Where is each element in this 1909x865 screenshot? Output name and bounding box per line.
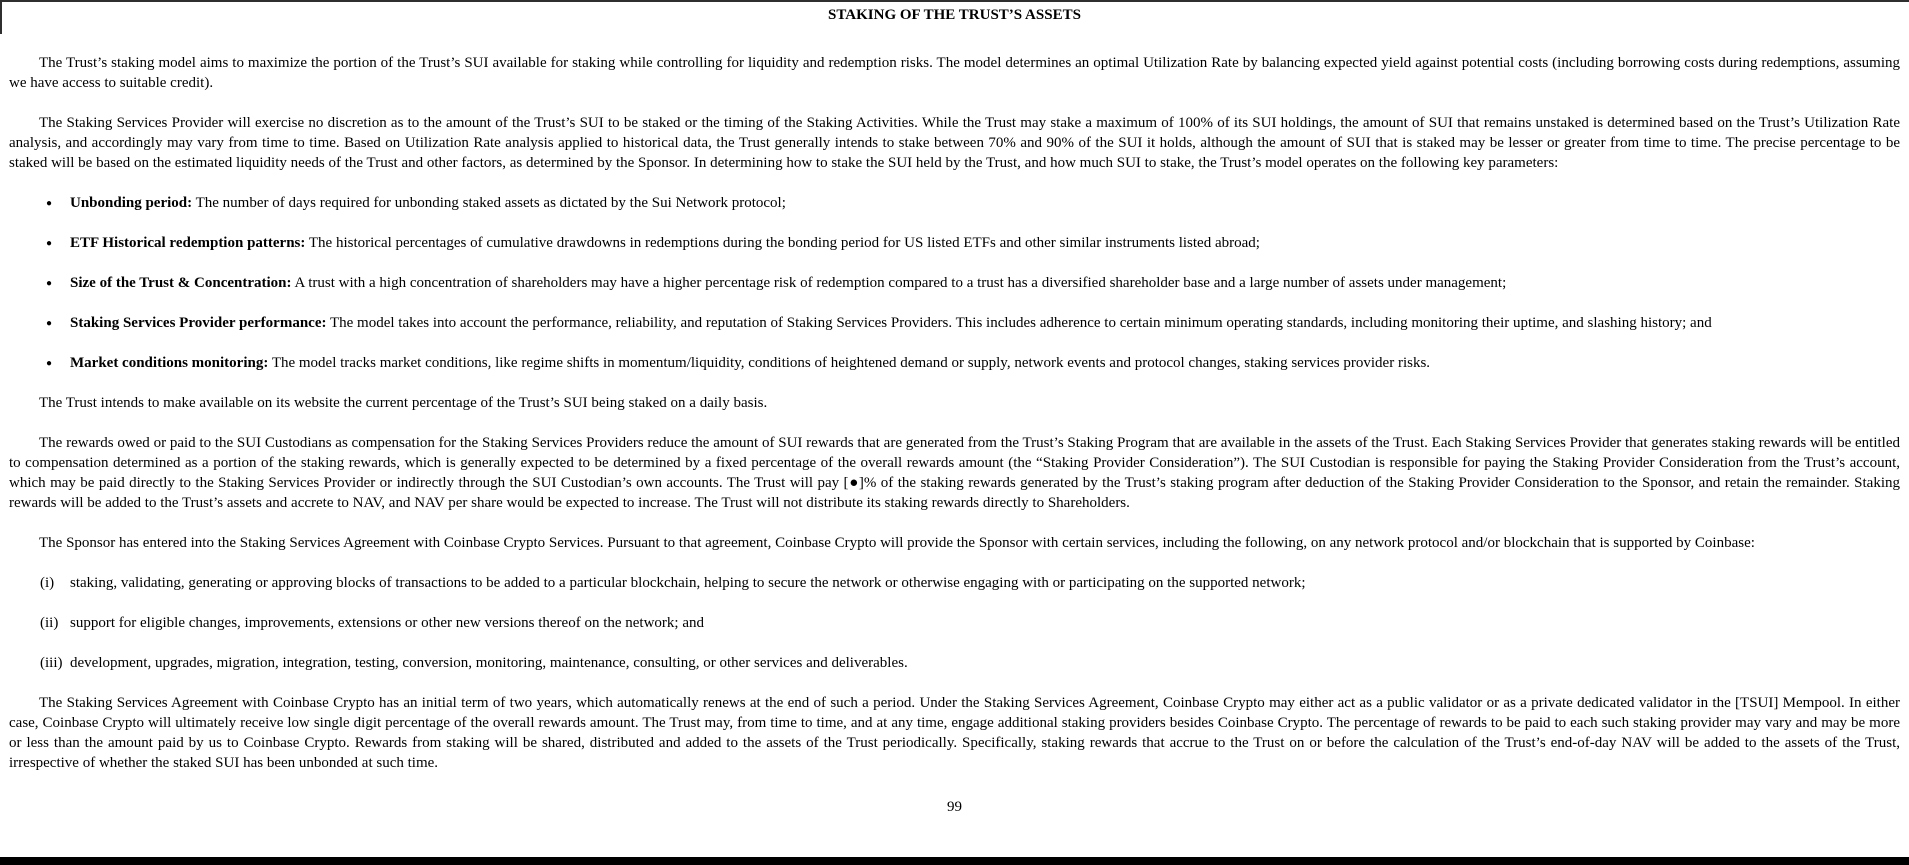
paragraph-agreement-term: The Staking Services Agreement with Coinbase Crypto has an initial term of two years, which automatically renews at the end of such a period. Under the Staking Services Agreement, Coinbase Crypto may either act as a public validator or as a private dedicated validator in the [TSUI] Mempool. In either case, Coinbase Crypto will ultimately receive low single digit percentage of the overall rewards amount. The Trust may, from time to time, and at any time, engage additional staking providers besides Coinbase Crypto. The percentage of rewards to be paid to each such staking provider may vary and may be more or less than the amount paid by us to Coinbase Crypto. Rewards from staking will be shared, distributed and added to the assets of the Trust periodically. Specifically, staking rewards that accrue to the Trust on or before the calculation of the Trust’s end-of-day NAV will be added to the assets of the Trust, irrespective of whether the staked SUI has been unbonded at such time. <box>9 695 1900 771</box>
bullet-label: Unbonding period: <box>70 195 193 211</box>
paragraph-website-disclosure: The Trust intends to make available on its website the current percentage of the Trust’s SUI being staked on a daily basis. <box>39 395 768 411</box>
list-item-development-services <box>9 653 1900 673</box>
bottom-edge-bar <box>0 857 1909 865</box>
bullet-item-market-conditions <box>9 353 1900 373</box>
bullet-text: The model tracks market conditions, like regime shifts in momentum/liquidity, conditions of heightened demand or supply, network events and protocol changes, staking services provider risks. <box>271 355 1431 371</box>
page-title: STAKING OF THE TRUST’S ASSETS <box>828 7 1081 23</box>
bullet-label: Size of the Trust & Concentration: <box>70 275 292 291</box>
list-item-staking-validating <box>9 573 1900 593</box>
bullet-icon: ● <box>46 238 53 249</box>
list-item-marker: (i) <box>40 575 55 591</box>
bullet-item-trust-size-concentration <box>9 273 1900 293</box>
bullet-text: The model takes into account the performance, reliability, and reputation of Staking Services Providers. This includes adherence to certain minimum operating standards, including monitoring their uptime, and slashing history; and <box>329 315 1712 331</box>
window-frame-top-edge <box>0 0 1909 2</box>
bullet-icon: ● <box>46 278 53 289</box>
list-item-network-support <box>9 613 1900 633</box>
paragraph-provider-discretion: The Staking Services Provider will exercise no discretion as to the amount of the Trust’s SUI to be staked or the timing of the Staking Activities. While the Trust may stake a maximum of 100% of its SUI holdings, the amount of SUI that remains unstaked is determined based on the Trust’s Utilization Rate analysis, and accordingly may vary from time to time. Based on Utilization Rate analysis applied to historical data, the Trust generally intends to stake between 70% and 90% of the SUI it holds, although the amount of SUI that is staked may be lesser or greater from time to time. The precise percentage to be staked will be based on the estimated liquidity needs of the Trust and other factors, as determined by the Sponsor. In determining how to stake the SUI held by the Trust, and how much SUI to stake, the Trust’s model operates on the following key parameters: <box>9 115 1900 171</box>
roman-numeral-list <box>9 573 1900 673</box>
list-item-marker: (iii) <box>40 655 63 671</box>
bullet-icon: ● <box>46 358 53 369</box>
bullet-icon: ● <box>46 198 53 209</box>
bullet-icon: ● <box>46 318 53 329</box>
bullet-label: Market conditions monitoring: <box>70 355 269 371</box>
paragraph-staking-model: The Trust’s staking model aims to maximize the portion of the Trust’s SUI available for staking while controlling for liquidity and redemption risks. The model determines an optimal Utilization Rate by balancing expected yield against potential costs (including borrowing costs during redemptions, assuming we have access to suitable credit). <box>9 55 1900 91</box>
window-frame-left-edge <box>0 0 2 34</box>
bullet-text: The number of days required for unbonding staked assets as dictated by the Sui Network protocol; <box>195 195 786 211</box>
bullet-item-unbonding-period <box>9 193 1900 213</box>
bullet-text: The historical percentages of cumulative drawdowns in redemptions during the bonding period for US listed ETFs and other similar instruments listed abroad; <box>308 235 1260 251</box>
bullet-label: ETF Historical redemption patterns: <box>70 235 306 251</box>
list-item-marker: (ii) <box>40 615 59 631</box>
bullet-text: A trust with a high concentration of shareholders may have a higher percentage risk of redemption compared to a trust has a diversified shareholder base and a large number of assets under management; <box>294 275 1507 291</box>
bullet-item-provider-performance <box>9 313 1900 333</box>
bullet-list <box>9 193 1900 373</box>
bullet-label: Staking Services Provider performance: <box>70 315 327 331</box>
paragraph-rewards-compensation: The rewards owed or paid to the SUI Custodians as compensation for the Staking Services Providers reduce the amount of SUI rewards that are generated from the Trust’s Staking Program that are available in the assets of the Trust. Each Staking Services Provider that generates staking rewards will be entitled to compensation determined as a portion of the staking rewards, which is generally expected to be determined by a fixed percentage of the overall rewards amount (the “Staking Provider Consideration”). The SUI Custodian is responsible for paying the Staking Provider Consideration from the Trust’s account, which may be paid directly to the Staking Services Provider or indirectly through the SUI Custodian’s own accounts. The Trust will pay [●]% of the staking rewards generated by the Trust’s staking program after deduction of the Staking Provider Consideration to the Sponsor, and retain the remainder. Staking rewards will be added to the Trust’s assets and accrete to NAV, and NAV per share would be expected to increase. The Trust will not distribute its staking rewards directly to Shareholders. <box>9 435 1900 511</box>
list-item-text: staking, validating, generating or approving blocks of transactions to be added to a particular blockchain, helping to secure the network or otherwise engaging with or participating on the supported network; <box>70 575 1306 591</box>
page-number: 99 <box>947 799 962 815</box>
list-item-text: development, upgrades, migration, integration, testing, conversion, monitoring, maintenance, consulting, or other services and deliverables. <box>70 655 908 671</box>
bullet-item-etf-redemption-patterns <box>9 233 1900 253</box>
paragraph-sponsor-agreement: The Sponsor has entered into the Staking Services Agreement with Coinbase Crypto Services. Pursuant to that agreement, Coinbase Crypto will provide the Sponsor with certain services, including the following, on any network protocol and/or blockchain that is supported by Coinbase: <box>39 535 1755 551</box>
list-item-text: support for eligible changes, improvements, extensions or other new versions thereof on the network; and <box>70 615 705 631</box>
